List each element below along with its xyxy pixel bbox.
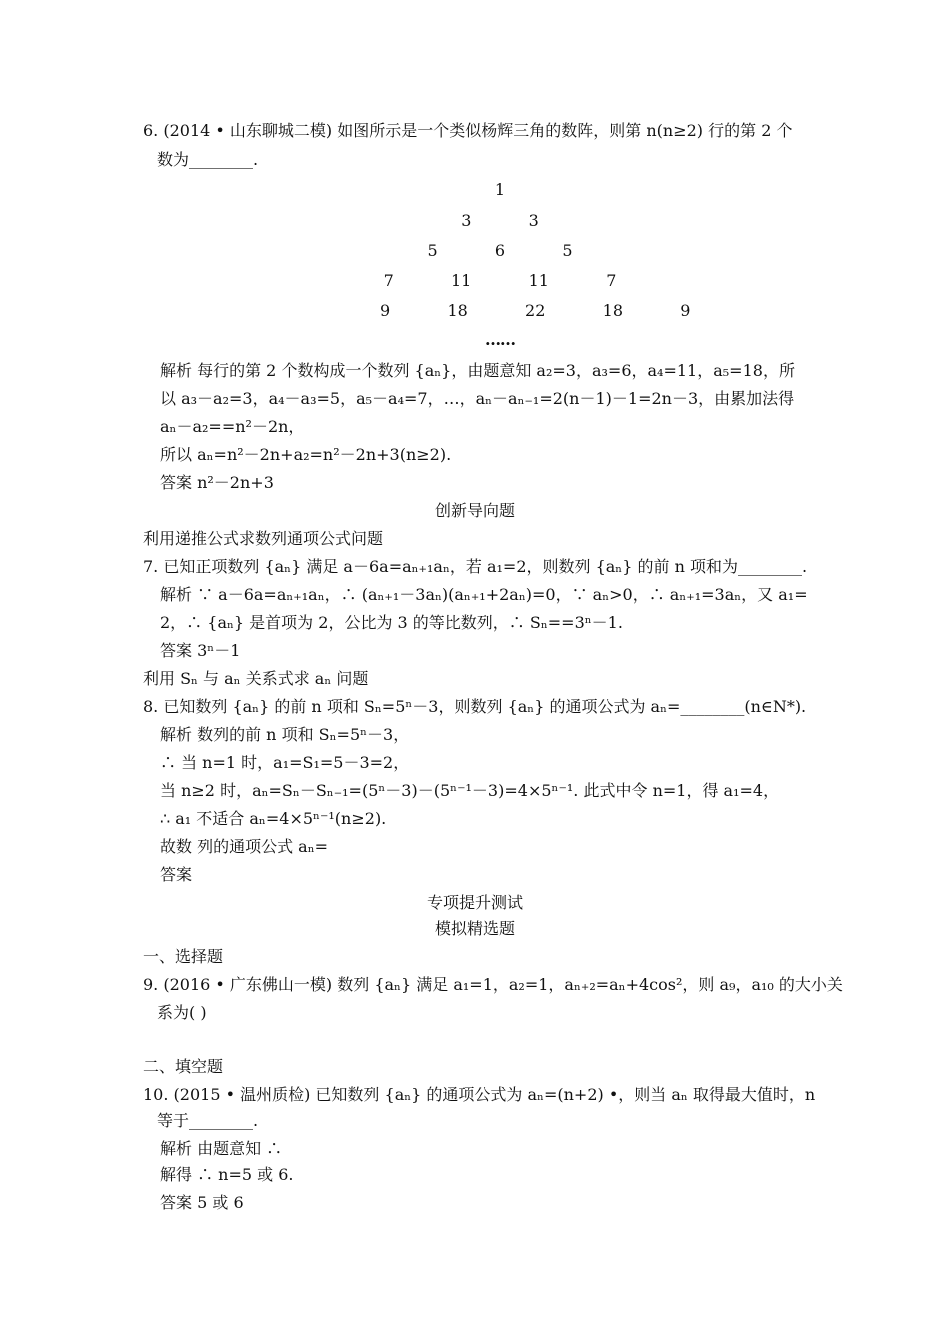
subsection-sn: 利用 Sₙ 与 aₙ 关系式求 aₙ 问题 xyxy=(143,669,369,688)
q10-line-2: 等于________. xyxy=(157,1111,259,1130)
part-one-heading: 一、选择题 xyxy=(143,947,224,966)
triangle-row-5: 9 18 22 18 9 xyxy=(380,301,691,320)
triangle-row-1: 1 xyxy=(494,180,506,199)
section-title-mock: 模拟精选题 xyxy=(434,919,515,938)
part-two-heading: 二、填空题 xyxy=(143,1057,224,1076)
q8-line-1: 8. 已知数列 {aₙ} 的前 n 项和 Sₙ=5ⁿ－3，则数列 {aₙ} 的通项公式为 aₙ=________(n∈N*). xyxy=(143,697,807,716)
q6-solution-1: 解析 每行的第 2 个数构成一个数列 {aₙ}，由题意知 a₂=3，a₃=6，a₄=11，a₅=18，所 xyxy=(160,361,795,380)
q7-answer: 答案 3ⁿ－1 xyxy=(160,641,241,660)
q6-solution-4: 所以 aₙ=n²－2n+a₂=n²－2n+3(n≥2). xyxy=(160,445,452,464)
triangle-row-3: 5 6 5 xyxy=(427,241,573,260)
q8-solution-1: 解析 数列的前 n 项和 Sₙ=5ⁿ－3， xyxy=(160,725,410,744)
q6-solution-2: 以 a₃－a₂=3，a₄－a₃=5，a₅－a₄=7，…，aₙ－aₙ₋₁=2(n－1)－1=2n－3，由累加法得 xyxy=(160,389,795,408)
q9-line-2: 系为( ) xyxy=(157,1003,207,1022)
q6-line-1: 6. (2014 • 山东聊城二模) 如图所示是一个类似杨辉三角的数阵，则第 n(n≥2) 行的第 2 个 xyxy=(143,121,793,140)
q8-solution-2: ∴ 当 n=1 时，a₁=S₁=5－3=2， xyxy=(160,753,410,772)
q7-line-1: 7. 已知正项数列 {aₙ} 满足 a－6a=aₙ₊₁aₙ，若 a₁=2，则数列 {aₙ} 的前 n 项和为________. xyxy=(143,557,808,576)
q10-answer: 答案 5 或 6 xyxy=(160,1193,244,1212)
q10-solution-2: 解得 ∴ n=5 或 6. xyxy=(160,1165,294,1184)
q10-line-1: 10. (2015 • 温州质检) 已知数列 {aₙ} 的通项公式为 aₙ=(n+2) •，则当 aₙ 取得最大值时，n xyxy=(143,1085,816,1104)
q6-line-2: 数为________. xyxy=(157,150,259,169)
triangle-row-4: 7 11 11 7 xyxy=(383,271,617,290)
section-title-test: 专项提升测试 xyxy=(426,893,523,912)
triangle-ellipsis: …… xyxy=(485,330,515,349)
q6-solution-3: aₙ－a₂==n²－2n， xyxy=(160,417,305,436)
q10-solution-1: 解析 由题意知 ∴ xyxy=(160,1139,283,1158)
q9-line-1: 9. (2016 • 广东佛山一模) 数列 {aₙ} 满足 a₁=1，a₂=1，aₙ₊₂=aₙ+4cos²，则 a₉，a₁₀ 的大小关 xyxy=(143,975,843,994)
q8-answer: 答案 xyxy=(160,865,193,884)
q6-answer: 答案 n²－2n+3 xyxy=(160,473,274,492)
q8-solution-5: 故数 列的通项公式 aₙ= xyxy=(160,837,329,856)
q7-solution-1: 解析 ∵ a－6a=aₙ₊₁aₙ，∴ (aₙ₊₁－3aₙ)(aₙ₊₁+2aₙ)=0，∵ aₙ>0，∴ aₙ₊₁=3aₙ，又 a₁= xyxy=(160,585,808,604)
subsection-recursive: 利用递推公式求数列通项公式问题 xyxy=(143,529,384,548)
q8-solution-3: 当 n≥2 时，aₙ=Sₙ－Sₙ₋₁=(5ⁿ－3)－(5ⁿ⁻¹－3)=4×5ⁿ⁻¹. 此式中令 n=1，得 a₁=4， xyxy=(160,781,780,800)
triangle-row-2: 3 3 xyxy=(461,211,539,230)
q8-solution-4: ∴ a₁ 不适合 aₙ=4×5ⁿ⁻¹(n≥2). xyxy=(160,809,387,828)
section-title-innovation: 创新导向题 xyxy=(434,501,515,520)
q7-solution-2: 2，∴ {aₙ} 是首项为 2，公比为 3 的等比数列，∴ Sₙ==3ⁿ－1. xyxy=(160,613,623,632)
